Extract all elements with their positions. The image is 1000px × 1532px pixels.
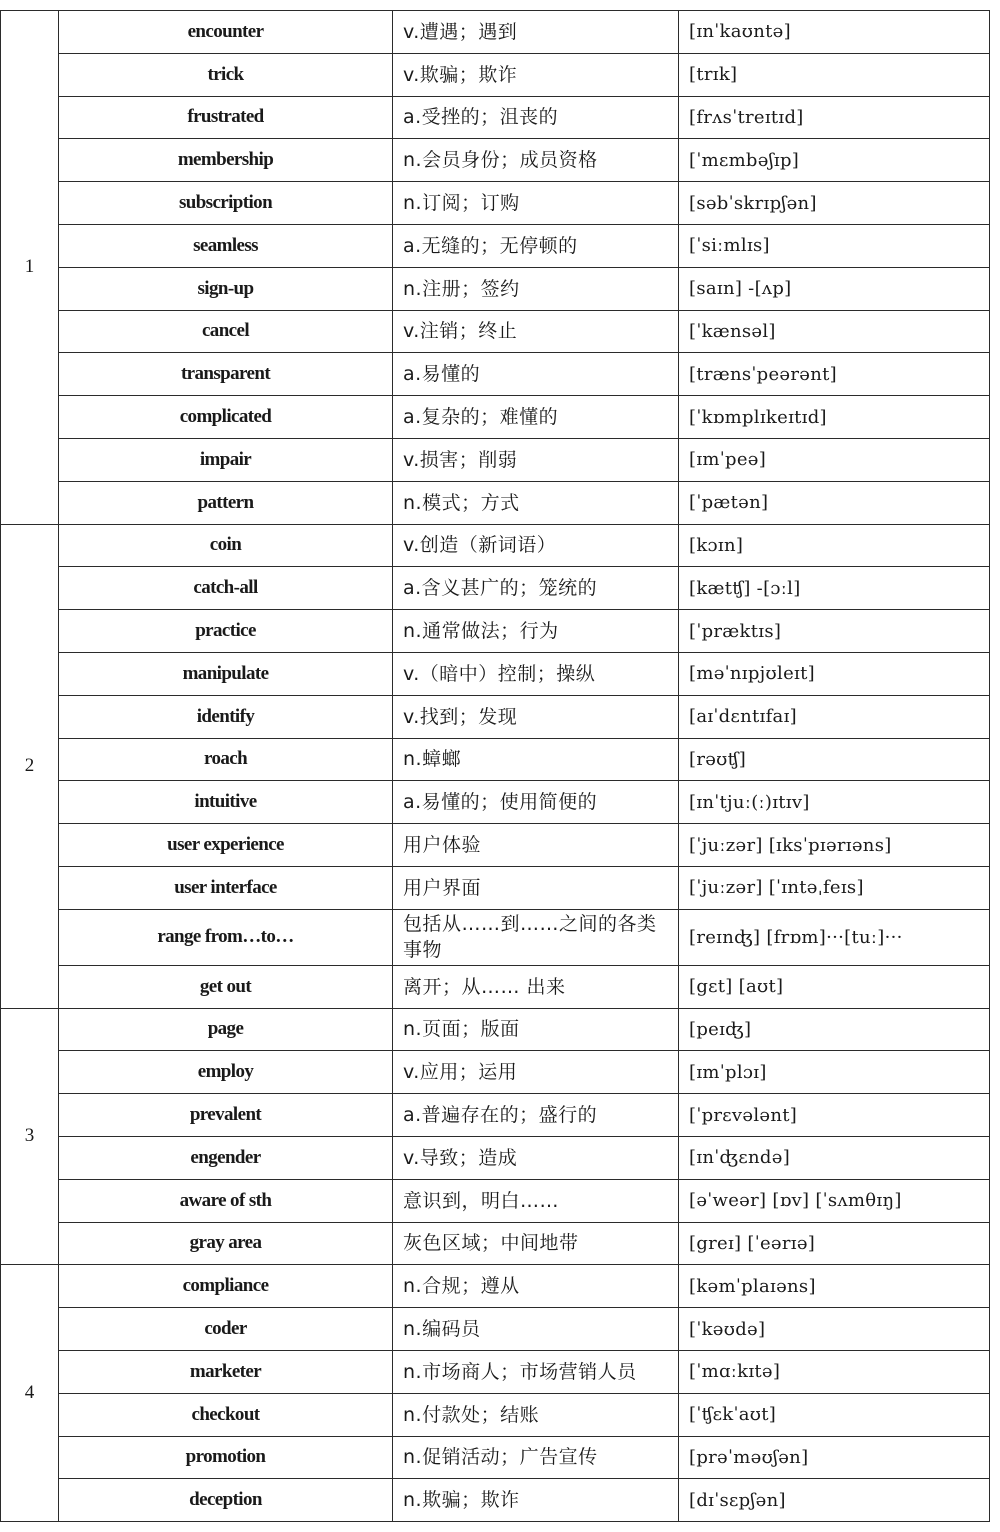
vocab-word: aware of sth — [59, 1179, 393, 1222]
vocab-row — [1, 1308, 990, 1351]
vocab-definition: n.模式；方式 — [393, 481, 679, 524]
vocab-row — [1, 524, 990, 567]
vocab-definition: 包括从……到……之间的各类事物 — [393, 909, 679, 965]
vocab-pronunciation: [ˈmɛmbəʃɪp] — [679, 139, 990, 182]
vocab-row — [1, 1094, 990, 1137]
vocab-word: page — [59, 1008, 393, 1051]
vocab-definition: a.复杂的；难懂的 — [393, 396, 679, 439]
vocab-word: user experience — [59, 824, 393, 867]
vocab-pronunciation: [kætʧ] -[ɔːl] — [679, 567, 990, 610]
vocab-row — [1, 1393, 990, 1436]
vocab-pronunciation: [ɪmˈplɔɪ] — [679, 1051, 990, 1094]
vocab-definition: n.合规；遵从 — [393, 1265, 679, 1308]
vocab-row — [1, 53, 990, 96]
vocab-row — [1, 965, 990, 1008]
vocab-word: promotion — [59, 1436, 393, 1479]
vocab-row — [1, 1051, 990, 1094]
vocab-definition: v.遭遇；遇到 — [393, 11, 679, 54]
vocab-definition: a.易懂的；使用简便的 — [393, 781, 679, 824]
vocab-definition: a.易懂的 — [393, 353, 679, 396]
group-number: 2 — [1, 524, 59, 1008]
vocab-row — [1, 1222, 990, 1265]
vocab-word: sign-up — [59, 267, 393, 310]
vocab-word: subscription — [59, 182, 393, 225]
vocab-definition: n.注册；签约 — [393, 267, 679, 310]
vocab-word: range from…to… — [59, 909, 393, 965]
vocab-pronunciation: [ˈprɛvələnt] — [679, 1094, 990, 1137]
vocab-pronunciation: [aɪˈdɛntɪfaɪ] — [679, 695, 990, 738]
vocab-pronunciation: [ˈkɒmplɪkeɪtɪd] — [679, 396, 990, 439]
vocab-pronunciation: [ɪnˈkaʊntə] — [679, 11, 990, 54]
vocab-pronunciation: [dɪˈsɛpʃən] — [679, 1479, 990, 1522]
vocab-row — [1, 310, 990, 353]
vocab-row — [1, 396, 990, 439]
vocab-row — [1, 438, 990, 481]
vocab-pronunciation: [ˈjuːzər] [ˈɪntəˌfeɪs] — [679, 866, 990, 909]
vocab-word: deception — [59, 1479, 393, 1522]
vocab-definition: v.找到；发现 — [393, 695, 679, 738]
vocab-word: gray area — [59, 1222, 393, 1265]
vocab-word: frustrated — [59, 96, 393, 139]
vocab-definition: v.导致；造成 — [393, 1136, 679, 1179]
vocab-pronunciation: [rəʊʧ] — [679, 738, 990, 781]
vocab-pronunciation: [ˈsiːmlɪs] — [679, 224, 990, 267]
vocab-pronunciation: [kəmˈplaɪəns] — [679, 1265, 990, 1308]
vocab-pronunciation: [reɪnʤ] [frɒm]···[tuː]··· — [679, 909, 990, 965]
vocabulary-table — [0, 10, 990, 1522]
vocab-row — [1, 866, 990, 909]
vocab-row — [1, 182, 990, 225]
vocab-word: complicated — [59, 396, 393, 439]
vocab-pronunciation: [ˈjuːzər] [ɪksˈpɪərɪəns] — [679, 824, 990, 867]
vocab-pronunciation: [məˈnɪpjʊleɪt] — [679, 652, 990, 695]
vocab-row — [1, 96, 990, 139]
vocab-row — [1, 1436, 990, 1479]
vocab-definition: n.编码员 — [393, 1308, 679, 1351]
vocab-definition: 灰色区域；中间地带 — [393, 1222, 679, 1265]
vocab-word: pattern — [59, 481, 393, 524]
vocab-word: engender — [59, 1136, 393, 1179]
vocab-word: employ — [59, 1051, 393, 1094]
vocab-row — [1, 1179, 990, 1222]
vocab-pronunciation: [kɔɪn] — [679, 524, 990, 567]
vocab-word: checkout — [59, 1393, 393, 1436]
vocab-word: manipulate — [59, 652, 393, 695]
vocab-definition: v.（暗中）控制；操纵 — [393, 652, 679, 695]
vocab-pronunciation: [ˈmɑːkɪtə] — [679, 1350, 990, 1393]
vocab-row — [1, 353, 990, 396]
vocab-pronunciation: [ˈpræktɪs] — [679, 610, 990, 653]
vocab-row — [1, 1350, 990, 1393]
vocab-word: transparent — [59, 353, 393, 396]
vocab-row — [1, 610, 990, 653]
vocab-pronunciation: [prəˈməʊʃən] — [679, 1436, 990, 1479]
vocab-definition: 用户界面 — [393, 866, 679, 909]
vocab-pronunciation: [ˈpætən] — [679, 481, 990, 524]
group-number: 4 — [1, 1265, 59, 1522]
vocab-pronunciation: [ˈʧɛkˈaʊt] — [679, 1393, 990, 1436]
vocab-row — [1, 695, 990, 738]
vocab-definition: n.页面；版面 — [393, 1008, 679, 1051]
vocab-pronunciation: [ɪnˈʤɛndə] — [679, 1136, 990, 1179]
vocab-row — [1, 781, 990, 824]
vocab-definition: a.无缝的；无停顿的 — [393, 224, 679, 267]
group-number: 3 — [1, 1008, 59, 1265]
vocab-word: practice — [59, 610, 393, 653]
vocab-word: get out — [59, 965, 393, 1008]
vocab-word: intuitive — [59, 781, 393, 824]
vocab-pronunciation: [ɪmˈpeə] — [679, 438, 990, 481]
vocab-pronunciation: [greɪ] [ˈeərɪə] — [679, 1222, 990, 1265]
vocab-pronunciation: [ɪnˈtjuː(ː)ɪtɪv] — [679, 781, 990, 824]
vocab-definition: v.创造（新词语） — [393, 524, 679, 567]
vocab-pronunciation: [əˈweər] [ɒv] [ˈsʌmθɪŋ] — [679, 1179, 990, 1222]
vocab-pronunciation: [gɛt] [aʊt] — [679, 965, 990, 1008]
vocab-pronunciation: [trænsˈpeərənt] — [679, 353, 990, 396]
vocab-word: prevalent — [59, 1094, 393, 1137]
vocab-row — [1, 11, 990, 54]
vocab-pronunciation: [peɪʤ] — [679, 1008, 990, 1051]
vocab-word: seamless — [59, 224, 393, 267]
vocab-pronunciation: [ˈkəʊdə] — [679, 1308, 990, 1351]
vocab-word: user interface — [59, 866, 393, 909]
vocab-definition: 用户体验 — [393, 824, 679, 867]
vocab-row — [1, 652, 990, 695]
vocab-definition: 离开；从…… 出来 — [393, 965, 679, 1008]
vocab-pronunciation: [səbˈskrɪpʃən] — [679, 182, 990, 225]
vocab-word: encounter — [59, 11, 393, 54]
vocab-pronunciation: [ˈkænsəl] — [679, 310, 990, 353]
vocab-word: membership — [59, 139, 393, 182]
vocab-word: impair — [59, 438, 393, 481]
vocab-definition: v.注销；终止 — [393, 310, 679, 353]
vocab-definition: a.普遍存在的；盛行的 — [393, 1094, 679, 1137]
vocab-definition: n.会员身份；成员资格 — [393, 139, 679, 182]
vocab-word: coin — [59, 524, 393, 567]
vocab-word: catch-all — [59, 567, 393, 610]
vocab-definition: a.含义甚广的；笼统的 — [393, 567, 679, 610]
vocab-definition: v.损害；削弱 — [393, 438, 679, 481]
vocab-definition: v.应用；运用 — [393, 1051, 679, 1094]
vocab-pronunciation: [saɪn] -[ʌp] — [679, 267, 990, 310]
vocab-row — [1, 1136, 990, 1179]
vocab-row — [1, 1479, 990, 1522]
vocab-row — [1, 738, 990, 781]
vocab-word: compliance — [59, 1265, 393, 1308]
vocab-row — [1, 824, 990, 867]
group-number: 1 — [1, 11, 59, 525]
vocab-definition: n.订阅；订购 — [393, 182, 679, 225]
vocab-row — [1, 1008, 990, 1051]
vocab-definition: n.通常做法；行为 — [393, 610, 679, 653]
vocab-definition: v.欺骗；欺诈 — [393, 53, 679, 96]
vocab-row — [1, 1265, 990, 1308]
vocab-definition: n.市场商人；市场营销人员 — [393, 1350, 679, 1393]
vocab-pronunciation: [frʌsˈtreɪtɪd] — [679, 96, 990, 139]
vocab-row — [1, 481, 990, 524]
vocab-definition: a.受挫的；沮丧的 — [393, 96, 679, 139]
vocab-word: cancel — [59, 310, 393, 353]
vocab-row — [1, 567, 990, 610]
vocab-definition: n.欺骗；欺诈 — [393, 1479, 679, 1522]
vocab-row — [1, 909, 990, 965]
vocab-word: identify — [59, 695, 393, 738]
vocab-word: roach — [59, 738, 393, 781]
vocab-definition: n.促销活动；广告宣传 — [393, 1436, 679, 1479]
vocab-word: trick — [59, 53, 393, 96]
vocab-word: marketer — [59, 1350, 393, 1393]
vocab-definition: 意识到，明白…… — [393, 1179, 679, 1222]
vocab-word: coder — [59, 1308, 393, 1351]
vocab-definition: n.蟑螂 — [393, 738, 679, 781]
vocabulary-table-body — [1, 11, 990, 1522]
vocab-row — [1, 139, 990, 182]
vocab-definition: n.付款处；结账 — [393, 1393, 679, 1436]
vocab-row — [1, 267, 990, 310]
vocab-row — [1, 224, 990, 267]
vocab-pronunciation: [trɪk] — [679, 53, 990, 96]
